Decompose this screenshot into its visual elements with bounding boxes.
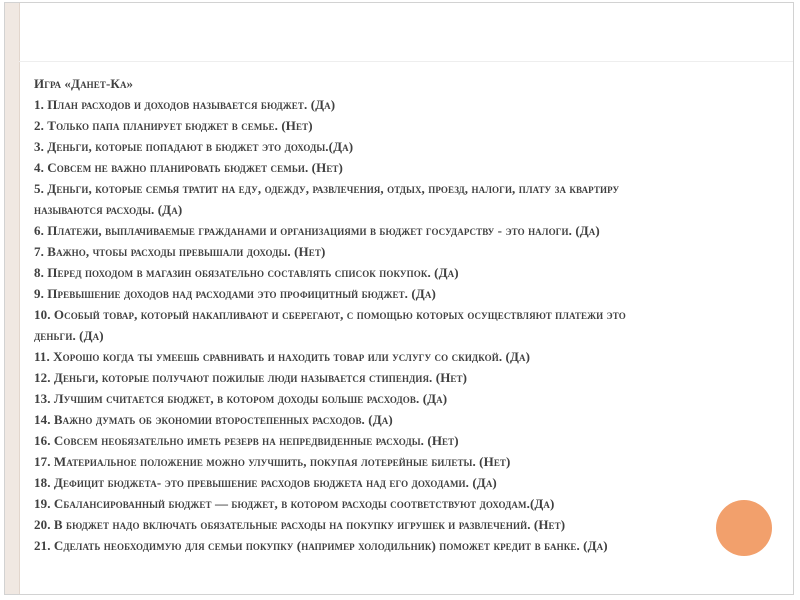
quiz-line-6: 6. Платежи, выплачиваемые гражданами и организациями в бюджет государству - это налоги. (Да) xyxy=(34,223,600,238)
quiz-line-13: 13. Лучшим считается бюджет, в котором доходы больше расходов. (Да) xyxy=(34,391,448,406)
decorative-circle xyxy=(716,500,772,556)
quiz-line-4: 4. Совсем не важно планировать бюджет семьи. (Нет) xyxy=(34,160,343,175)
quiz-line-9: 9. Превышение доходов над расходами это профицитный бюджет. (Да) xyxy=(34,286,436,301)
slide-title: Игра «Данет-Ка» xyxy=(34,76,134,91)
quiz-line-3: 3. Деньги, которые попадают в бюджет это доходы.(Да) xyxy=(34,139,354,154)
quiz-line-10: 10. Особый товар, который накапливают и сберегают, с помощью которых осуществляют платежи это xyxy=(34,307,626,322)
quiz-line-21: 21. Сделать необходимую для семьи покупку (например холодильник) поможет кредит в банке. (Да) xyxy=(34,538,608,553)
slide-left-band xyxy=(5,3,20,594)
quiz-line-12: 12. Деньги, которые получают пожилые люди называется стипендия. (Нет) xyxy=(34,370,468,385)
quiz-line-16: 16. Совсем необязательно иметь резерв на непредвиденные расходы. (Нет) xyxy=(34,433,459,448)
quiz-line-11: 11. Хорошо когда ты умеешь сравнивать и находить товар или услугу со скидкой. (Да) xyxy=(34,349,531,364)
quiz-line-20: 20. В бюджет надо включать обязательные расходы на покупку игрушек и развлечений. (Нет) xyxy=(34,517,566,532)
quiz-line-5-continued: называются расходы. (Да) xyxy=(34,202,183,217)
slide-content xyxy=(34,73,774,556)
quiz-line-17: 17. Материальное положение можно улучшить, покупая лотерейные билеты. (Нет) xyxy=(34,454,511,469)
quiz-line-2: 2. Только папа планирует бюджет в семье. (Нет) xyxy=(34,118,313,133)
quiz-line-1: 1. План расходов и доходов называется бюджет. (Да) xyxy=(34,97,336,112)
quiz-line-18: 18. Дефицит бюджета- это превышение расходов бюджета над его доходами. (Да) xyxy=(34,475,497,490)
slide xyxy=(4,2,794,595)
quiz-line-14: 14. Важно думать об экономии второстепенных расходов. (Да) xyxy=(34,412,393,427)
quiz-line-5: 5. Деньги, которые семья тратит на еду, одежду, развлечения, отдых, проезд, налоги, плату за квартиру xyxy=(34,181,620,196)
quiz-line-10-continued: деньги. (Да) xyxy=(34,328,104,343)
quiz-line-8: 8. Перед походом в магазин обязательно составлять список покупок. (Да) xyxy=(34,265,459,280)
quiz-line-7: 7. Важно, чтобы расходы превышали доходы. (Нет) xyxy=(34,244,326,259)
quiz-line-19: 19. Сбалансированный бюджет — бюджет, в котором расходы соответствуют доходам.(Да) xyxy=(34,496,555,511)
slide-top-divider xyxy=(19,61,793,62)
